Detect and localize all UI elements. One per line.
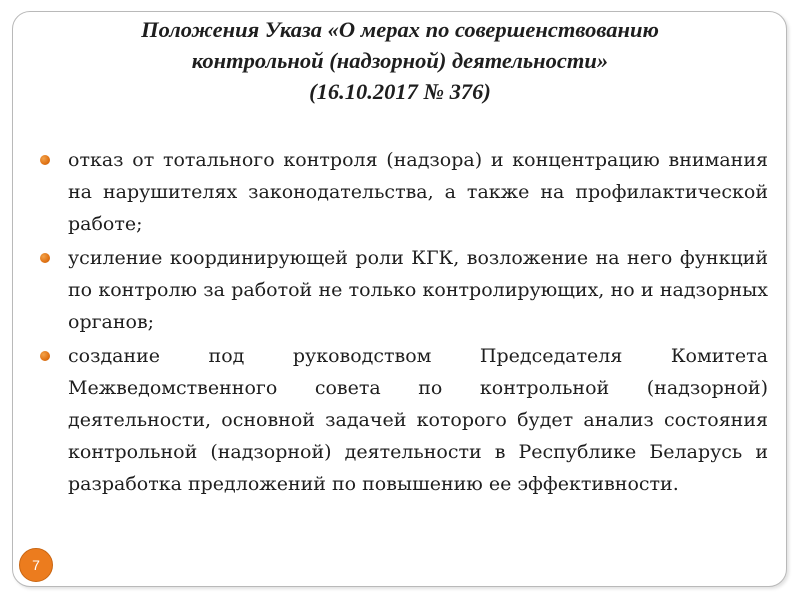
title-line: Положения Указа «О мерах по совершенствованию [141,17,659,42]
slide-title [40,14,760,107]
bullet-icon [40,155,50,165]
bullet-text: усиление координирующей роли КГК, возложение на него функций по контролю за работой не только контролирующих, но и надзорных органов; [68,247,768,333]
bullet-text: создание под руководством Председателя Комитета Межведомственного совета по контрольной (надзорной) деятельности, основной задачей которого будет анализ состояния контрольной (надзорной) деятельности в Республике Беларусь и разработка предложений по повышению ее эффективности. [68,345,768,495]
bullet-list [36,144,768,502]
bullet-item [36,340,768,500]
bullet-icon [40,351,50,361]
page-number-badge: 7 [19,548,53,582]
bullet-item [36,242,768,338]
title-line: контрольной (надзорной) деятельности» [191,48,609,73]
bullet-icon [40,253,50,263]
title-line: (16.10.2017 № 376) [309,79,491,104]
bullet-text: отказ от тотального контроля (надзора) и концентрацию внимания на нарушителях законодательства, а также на профилактической работе; [68,149,768,235]
bullet-item [36,144,768,240]
